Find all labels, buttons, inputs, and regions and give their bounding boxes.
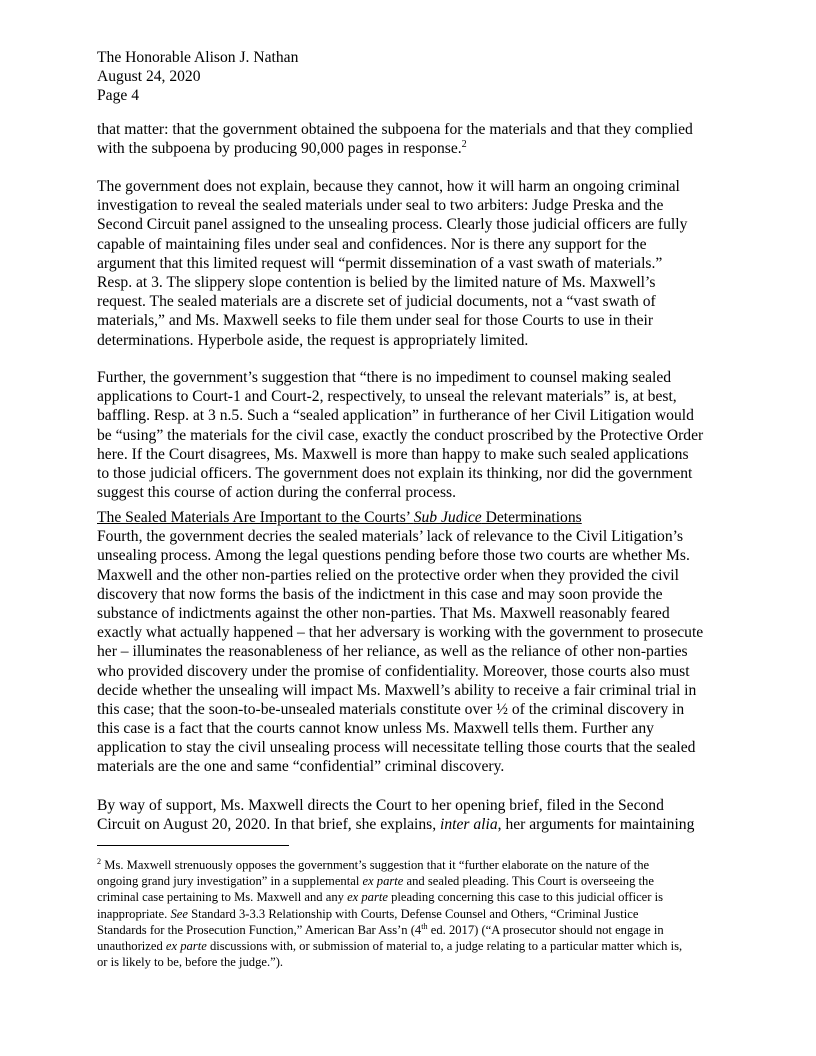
text-line: By way of support, Ms. Maxwell directs the Court to her opening brief, filed in the Second — [97, 797, 664, 814]
text-line: Maxwell and the other non-parties relied on the protective order when they provided the civil — [97, 566, 679, 584]
text-line: materials are the one and same “confidential” criminal discovery. — [97, 758, 505, 776]
text-segment: ex parte — [347, 890, 388, 905]
text-line: argument that this limited request will “permit dissemination of a vast swath of materials.” — [97, 254, 663, 272]
superscript: 2 — [97, 856, 102, 866]
superscript: th — [421, 921, 428, 931]
letter-header — [97, 48, 298, 106]
text-segment: ex parte — [362, 874, 404, 889]
text-segment: ed. 2017) (“A prosecutor should not engage in — [427, 922, 664, 937]
text-segment: See — [170, 906, 188, 921]
text-line: materials,” and Ms. Maxwell seeks to file them under seal for those Courts to use in their — [97, 312, 654, 330]
text-line: here. If the Court disagrees, Ms. Maxwell is more than happy to make such sealed applications — [97, 445, 689, 463]
text-line: substance of indictments against the other non-parties. That Ms. Maxwell reasonably feared — [97, 604, 670, 622]
text-line: discovery that now forms the basis of the indictment in this case and may soon provide the — [97, 585, 663, 603]
page-number: Page 4 — [97, 87, 140, 105]
text-segment: Standard 3-3.3 Relationship with Courts, Defense Counsel and Others, “Criminal Justice — [187, 906, 639, 921]
text-line — [97, 906, 682, 922]
paragraph-harm-argument — [97, 177, 687, 350]
text-line: application to stay the civil unsealing process will necessitate telling those courts that the sealed — [97, 739, 696, 757]
text-line: this case; that the soon-to-be-unsealed materials constitute over ½ of the criminal discovery in — [97, 700, 685, 718]
text-line — [97, 815, 694, 834]
text-segment: inappropriate. — [97, 906, 171, 921]
text-line — [97, 857, 682, 873]
text-line — [97, 938, 682, 954]
text-line — [97, 889, 682, 905]
text-segment: The Sealed Materials Are Important to the Courts’ — [97, 509, 414, 526]
section-sub-judice — [97, 508, 703, 777]
text-line: that matter: that the government obtained the subpoena for the materials and that they complied — [97, 121, 693, 138]
text-line: exactly what actually happened – that her adversary is working with the government to prosecute — [97, 624, 704, 642]
text-line: request. The sealed materials are a discrete set of judicial documents, not a “vast swath of — [97, 293, 656, 311]
text-segment: , her arguments for maintaining — [497, 816, 695, 834]
text-line — [97, 508, 703, 527]
footnote-divider — [97, 845, 289, 846]
text-line: applications to Court-1 and Court-2, respectively, to unseal the relevant materials” is, at best, — [97, 388, 677, 406]
superscript: 2 — [461, 139, 467, 150]
text-segment: ex parte — [165, 938, 207, 953]
text-segment: Circuit on August 20, 2020. In that brief, she explains, — [97, 816, 441, 834]
letter-date: August 24, 2020 — [97, 68, 201, 86]
text-line: to those judicial officers. The government does not explain its thinking, nor did the government — [97, 464, 693, 482]
paragraph-opening-brief — [97, 796, 694, 834]
paragraph-sealed-application — [97, 368, 703, 502]
text-line: investigation to reveal the sealed materials under seal to two arbiters: Judge Preska and the — [97, 197, 664, 215]
text-line: Resp. at 3. The slippery slope contention is belied by the limited nature of Ms. Maxwell’s — [97, 273, 656, 291]
text-segment: with the subpoena by producing 90,000 pages in response. — [97, 140, 462, 158]
text-segment: unauthorized — [97, 938, 166, 953]
text-segment: Standards for the Prosecution Function,” American Bar Ass’n (4 — [97, 922, 422, 937]
text-line: capable of maintaining files under seal and confidences. Nor is there any support for the — [97, 235, 647, 253]
text-line: Further, the government’s suggestion that “there is no impediment to counsel making sealed — [97, 369, 672, 386]
addressee: The Honorable Alison J. Nathan — [97, 49, 299, 66]
text-line: determinations. Hyperbole aside, the request is appropriately limited. — [97, 331, 529, 349]
text-line: decide whether the unsealing will impact Ms. Maxwell’s ability to receive a fair criminal trial in — [97, 681, 697, 699]
text-line: The government does not explain, because they cannot, how it will harm an ongoing criminal — [97, 178, 680, 195]
text-segment: discussions with, or submission of material to, a judge relating to a particular matter which is, — [206, 938, 683, 953]
paragraph-subpoena — [97, 120, 693, 158]
text-line: unsealing process. Among the legal questions pending before those two courts are whether Ms. — [97, 547, 690, 565]
text-segment: inter alia — [440, 816, 498, 834]
text-line: suggest this course of action during the conferral process. — [97, 484, 456, 502]
text-segment: Determinations — [481, 509, 582, 526]
text-line: baffling. Resp. at 3 n.5. Such a “sealed application” in furtherance of her Civil Litigation would — [97, 407, 694, 425]
text-segment: and sealed pleading. This Court is overseeing the — [403, 874, 654, 889]
text-line: Second Circuit panel assigned to the unsealing process. Clearly those judicial officers are fully — [97, 216, 688, 234]
text-line — [97, 922, 682, 938]
text-segment: ongoing grand jury investigation” in a supplemental — [97, 874, 363, 889]
text-line: who provided discovery under the promise of confidentiality. Moreover, those courts also must — [97, 662, 690, 680]
text-line — [97, 139, 693, 158]
text-line — [97, 873, 682, 889]
text-segment: criminal case pertaining to Ms. Maxwell and any — [97, 890, 348, 905]
footnote-2 — [97, 857, 682, 970]
text-line: Fourth, the government decries the sealed materials’ lack of relevance to the Civil Litigation’s — [97, 528, 684, 546]
text-line: this case is a fact that the courts cannot know unless Ms. Maxwell tells them. Further any — [97, 720, 654, 738]
text-line: or is likely to be, before the judge.”). — [97, 955, 284, 970]
text-segment: Sub Judice — [413, 509, 482, 526]
text-line: her – illuminates the reasonableness of her reliance, as well as the reliance of other non-parties — [97, 643, 688, 661]
text-segment: Ms. Maxwell strenuously opposes the government’s suggestion that it “further elaborate on the nature of the — [101, 858, 650, 872]
text-segment: pleading concerning this case to this judicial officer is — [387, 890, 663, 905]
text-line: be “using” the materials for the civil case, exactly the conduct proscribed by the Protective Order — [97, 426, 704, 444]
